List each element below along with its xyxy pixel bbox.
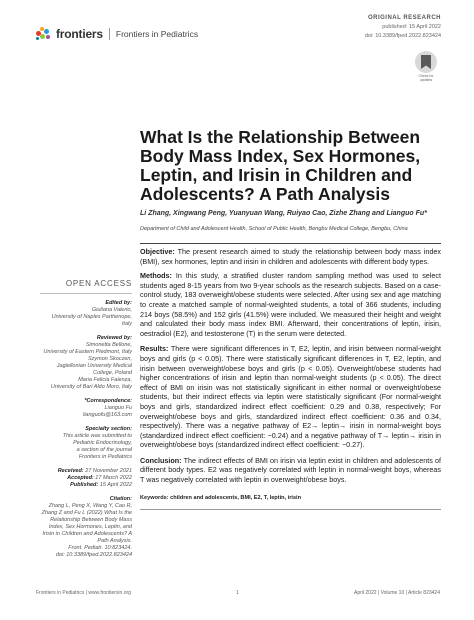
author-list: Li Zhang, Xingwang Peng, Yuanyuan Wang, Ruiyao Cao, Zizhe Zhang and Lianguo Fu* — [140, 210, 427, 217]
doi-link[interactable]: doi: 10.3389/fped.2022.823424 — [364, 33, 441, 39]
methods-text: In this study, a stratified cluster random sampling method was used to select students aged 8-15 years from two 9-year schools as the research subjects. Based on a case-control study, 183 overweight/obese students were selected. After using sex and age matching to create a matched sample of normal-weighted students, a total of 366 students, including 214 boys (58.5%) and 152 girls (41.5%) were included. We measured their height and weight and calculated their body mass index BMI. Afterward, their concentrations of leptin, irisin, oestradiol (E2), and testosterone (T) in the serum were detected. — [140, 271, 441, 338]
citation-line: Irisin in Children and Adolescents? A — [42, 531, 132, 537]
results-text: There were significant differences in T, E2, leptin, and irisin between normal-weight boys and girls (p < 0.05). There were statistically significant differences in T, E2, leptin, and irisin between overweight/obese boys and girls (p < 0.05). Overweight/obese students had higher concentrations of irisin and leptin than normal-weight students (p < 0.05). The direct effect of BMI on irisin was not statistically significant in either normal or overweight/obese students, but their indirect effects via leptin were statistically significant (For normal-weight boys and girls, standardized indirect effect coefficient: 0.29 and 0.38, respectively; For overweight/obese boys and girls, standardized indirect effect coefficient: 0.36 and 0.34, respectively). There was a negative pathway of E2→ leptin→ irisin in normal-weight boys (standardized indirect effect coefficient: −0.24) and a negative pathway of T→ leptin→ irisin in overweight/obese boys (standardized indirect effect coefficient: −0.27). — [140, 344, 441, 450]
abstract-bottom-rule — [140, 509, 441, 510]
published-label: Published: — [70, 482, 99, 488]
correspondence-label: *Correspondence: — [84, 398, 132, 404]
citation-block — [40, 496, 132, 559]
page-header — [0, 0, 474, 82]
check-for-updates-button[interactable] — [413, 51, 439, 82]
citation-doi-link[interactable]: doi: 10.3389/fped.2022.823424 — [55, 552, 132, 558]
reviewer-line: Jagiellonian University Medical — [56, 363, 132, 369]
reviewer-line: Simonetta Bellone, — [85, 342, 132, 348]
specialty-line: This article was submitted to — [62, 433, 132, 439]
accepted-row — [40, 475, 132, 482]
publication-info — [365, 14, 441, 41]
footer-journal-link[interactable]: Frontiers in Pediatrics | www.frontiersin.org — [36, 590, 131, 596]
abstract — [140, 243, 441, 510]
keywords — [140, 495, 441, 501]
abstract-results — [140, 344, 441, 450]
methods-label: Methods: — [140, 271, 172, 281]
article-sidebar — [40, 280, 132, 566]
editor-line: University of Naples Parthenope, Italy — [51, 314, 132, 327]
conclusion-label: Conclusion: — [140, 455, 182, 465]
published-row — [40, 482, 132, 489]
correspondence-email-link[interactable]: lianguofu@163.com — [82, 412, 132, 418]
page-number: 1 — [236, 590, 239, 596]
reviewed-by-block — [40, 335, 132, 391]
edited-by-label: Edited by: — [105, 300, 132, 306]
specialty-line: Pediatric Endocrinology, — [73, 440, 132, 446]
article-type: ORIGINAL RESEARCH — [367, 15, 441, 21]
citation-line: Index, Sex Hormones, Leptin, and — [48, 524, 132, 530]
logo-wordmark: frontiers — [56, 27, 103, 41]
received-date: 27 November 2021 — [85, 468, 132, 474]
abstract-top-rule — [140, 243, 441, 244]
specialty-line: Frontiers in Pediatrics — [78, 454, 132, 460]
citation-label: Citation: — [109, 496, 132, 502]
abstract-objective — [140, 247, 441, 266]
received-label: Received: — [57, 468, 84, 474]
abstract-methods — [140, 271, 441, 338]
sidebar-divider — [40, 293, 132, 294]
reviewer-line: College, Poland — [93, 370, 132, 376]
editor-line: Giuliana Valerio, — [91, 307, 132, 313]
dates-block — [40, 468, 132, 489]
objective-text: The present research aimed to study the relationship between body mass index (BMI), sex hormones, leptin and irisin in children and adolescents with different body types. — [140, 247, 441, 266]
results-label: Results: — [140, 344, 169, 354]
reviewer-line: Maria Felicia Faienza, — [78, 377, 132, 383]
published-date-sidebar: 15 April 2022 — [99, 482, 132, 488]
abstract-conclusion — [140, 456, 441, 485]
specialty-block — [40, 426, 132, 461]
reviewer-line: Szymon Skoczen, — [87, 356, 132, 362]
correspondence-name: Lianguo Fu — [104, 405, 132, 411]
accepted-date: 17 March 2022 — [95, 475, 132, 481]
reviewer-line: University of Eastern Piedmont, Italy — [43, 349, 132, 355]
reviewed-by-label: Reviewed by: — [96, 335, 132, 341]
reviewer-line: University of Bari Aldo Moro, Italy — [50, 384, 132, 390]
open-access-label: OPEN ACCESS — [65, 279, 132, 288]
objective-label: Objective: — [140, 247, 175, 256]
affiliation: Department of Child and Adolescent Health, School of Public Health, Bengbu Medical College, Bengbu, China — [140, 226, 408, 232]
received-row — [40, 468, 132, 475]
citation-line: Relationship Between Body Mass — [50, 517, 132, 523]
edited-by-block — [40, 300, 132, 328]
specialty-label: Specialty section: — [85, 426, 132, 432]
frontiers-logo[interactable] — [36, 27, 198, 41]
frontiers-logo-icon — [36, 27, 52, 41]
specialty-line: a section of the journal — [76, 447, 132, 453]
article-title: What Is the Relationship Between Body Mass Index, Sex Hormones, Leptin, and Irisin in Children and Adolescents? A Path Analysis — [140, 127, 421, 204]
conclusion-text: The indirect effects of BMI on irisin via leptin exist in children and adolescents of different body types. E2 was negatively correlated with leptin in normal-weight boys, whereas T was negatively correlated with leptin in overweight/obese boys. — [140, 455, 441, 485]
journal-name: Frontiers in Pediatrics — [115, 29, 199, 39]
keywords-text: children and adolescents, BMI, E2, T, leptin, irisin — [170, 494, 302, 501]
citation-line: Zhang L, Peng X, Wang Y, Cao R, — [48, 503, 132, 509]
citation-line: Front. Pediatr. 10:823424. — [68, 545, 132, 551]
crossmark-icon — [415, 51, 437, 73]
logo-divider — [109, 28, 110, 40]
citation-line: Zhang Z and Fu L (2022) What Is the — [41, 510, 132, 516]
correspondence-block — [40, 398, 132, 419]
citation-line: Path Analysis. — [97, 538, 132, 544]
keywords-label: Keywords: — [140, 494, 169, 501]
published-date: published: 15 April 2022 — [382, 24, 441, 30]
crossmark-label: Check for updates — [418, 74, 434, 82]
accepted-label: Accepted: — [67, 475, 94, 481]
footer-issue-info: April 2022 | Volume 10 | Article 823424 — [354, 590, 440, 596]
